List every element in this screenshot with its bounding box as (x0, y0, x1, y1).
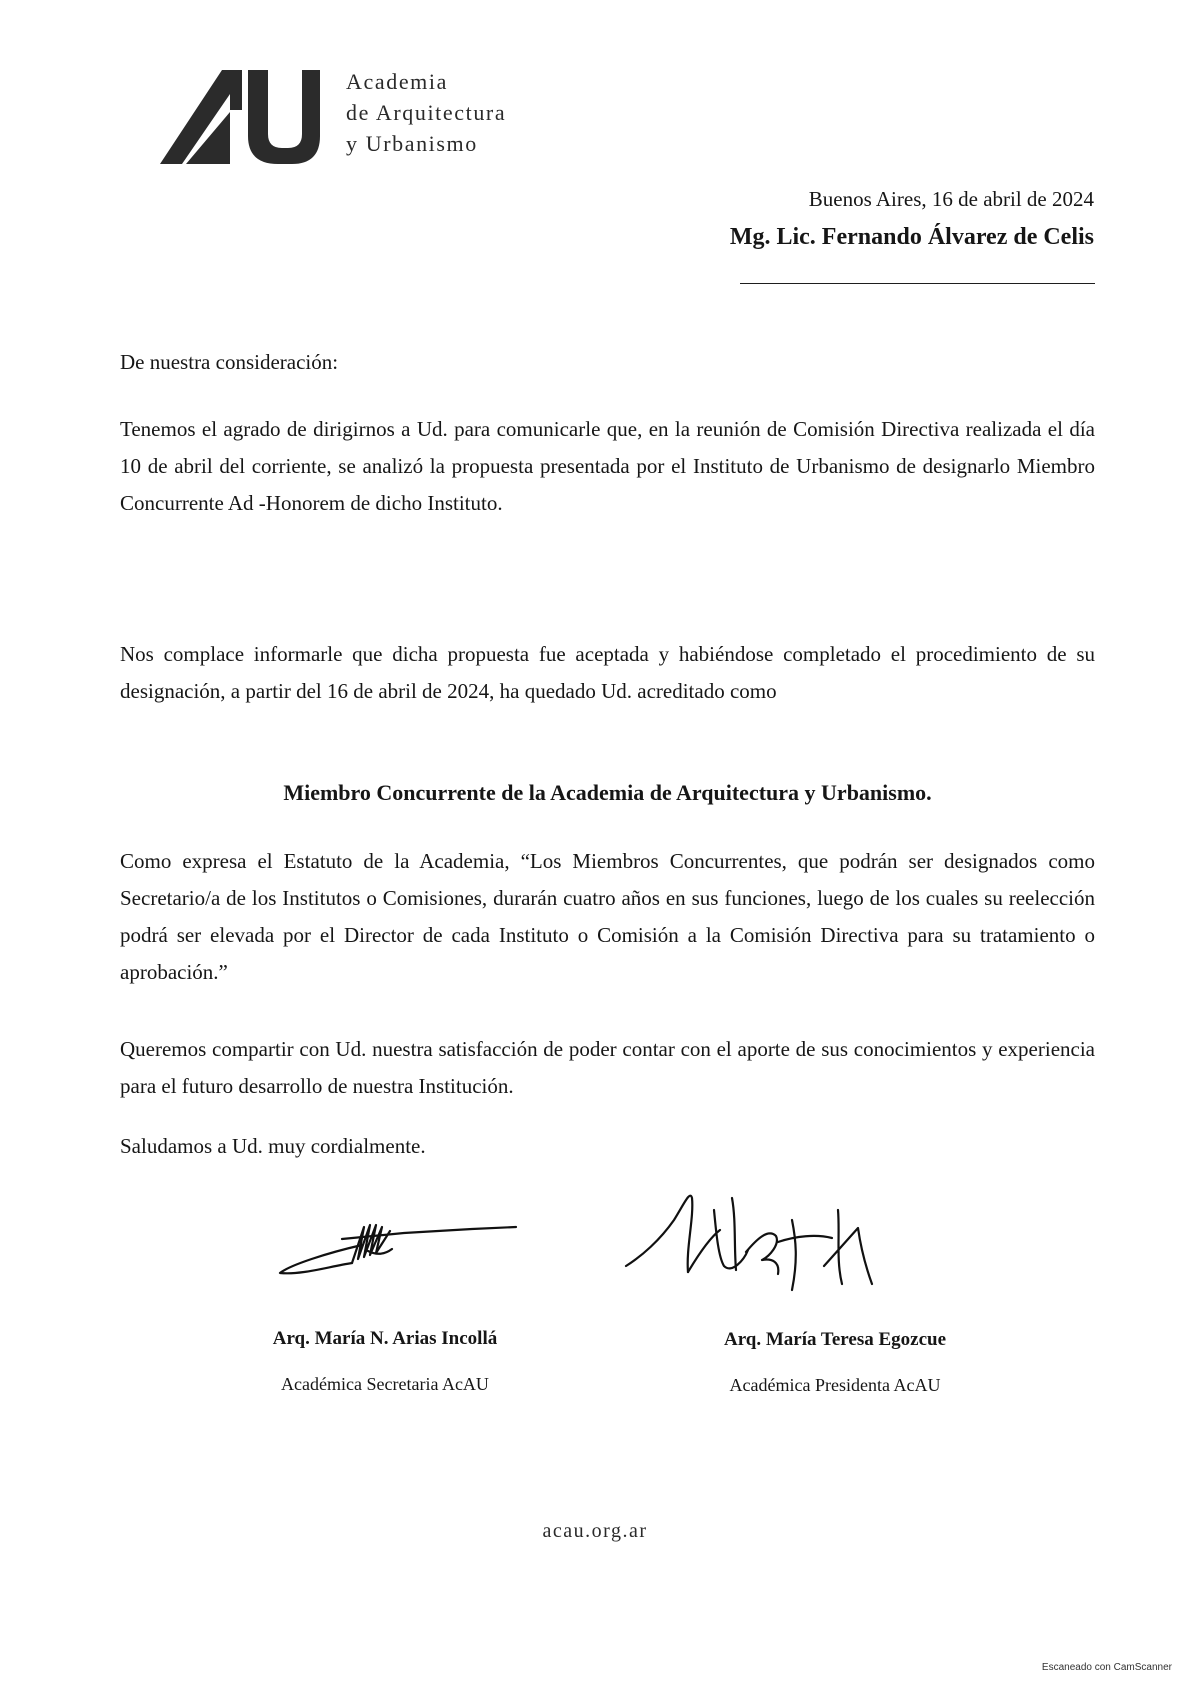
paragraph-acceptance: Nos complace informarle que dicha propuesta fue aceptada y habiéndose completado el procedimiento de su designación, a partir del 16 de abril de 2024, ha quedado Ud. acreditado como (120, 642, 1095, 703)
scanner-watermark: Escaneado con CamScanner (1041, 1662, 1172, 1673)
signature-secretary-icon (272, 1205, 522, 1285)
designation-title: Miembro Concurrente de la Academia de Arquitectura y Urbanismo. (283, 780, 932, 805)
signer-secretary-role: Académica Secretaria AcAU (281, 1374, 489, 1394)
paragraph-notification: Tenemos el agrado de dirigirnos a Ud. para comunicarle que, en la reunión de Comisión Directiva realizada el día 10 de abril del corriente, se analizó la propuesta presentada por el Instituto de Urbanismo de designarlo Miembro Concurrente Ad -Honorem de dicho Instituto. (120, 417, 1095, 515)
signer-secretary-name: Arq. María N. Arias Incollá (272, 1328, 498, 1349)
academy-name-line-1: Academia (346, 69, 448, 94)
acau-logo-icon (160, 64, 320, 172)
salutation: De nuestra consideración: (120, 350, 339, 374)
recipient-underline (740, 283, 1095, 284)
signature-president-icon (620, 1180, 920, 1300)
signer-president-name: Arq. María Teresa Egozcue (724, 1329, 946, 1350)
recipient-name: Mg. Lic. Fernando Álvarez de Celis (729, 224, 1094, 250)
footer-website: acau.org.ar (542, 1520, 648, 1542)
academy-name (346, 66, 506, 159)
signer-president (675, 1329, 995, 1396)
signer-president-role: Académica Presidenta AcAU (729, 1375, 941, 1395)
letter-date: Buenos Aires, 16 de abril de 2024 (808, 187, 1094, 211)
paragraph-statute-quote: Como expresa el Estatuto de la Academia, “Los Miembros Concurrentes, que podrán ser designados como Secretario/a de los Institutos o Comisiones, durarán cuatro años en sus funciones, luego de los cuales su reelección podrá ser elevada por el Director de cada Instituto o Comisión a la Comisión Directiva para su tratamiento o aprobación.” (120, 849, 1095, 984)
paragraph-satisfaction: Queremos compartir con Ud. nuestra satisfacción de poder contar con el aporte de sus conocimientos y experiencia para el futuro desarrollo de nuestra Institución. (120, 1037, 1095, 1098)
academy-name-line-3: y Urbanismo (346, 131, 478, 156)
academy-name-line-2: de Arquitectura (346, 100, 507, 125)
signer-secretary (225, 1328, 545, 1395)
closing-greeting: Saludamos a Ud. muy cordialmente. (120, 1134, 426, 1158)
